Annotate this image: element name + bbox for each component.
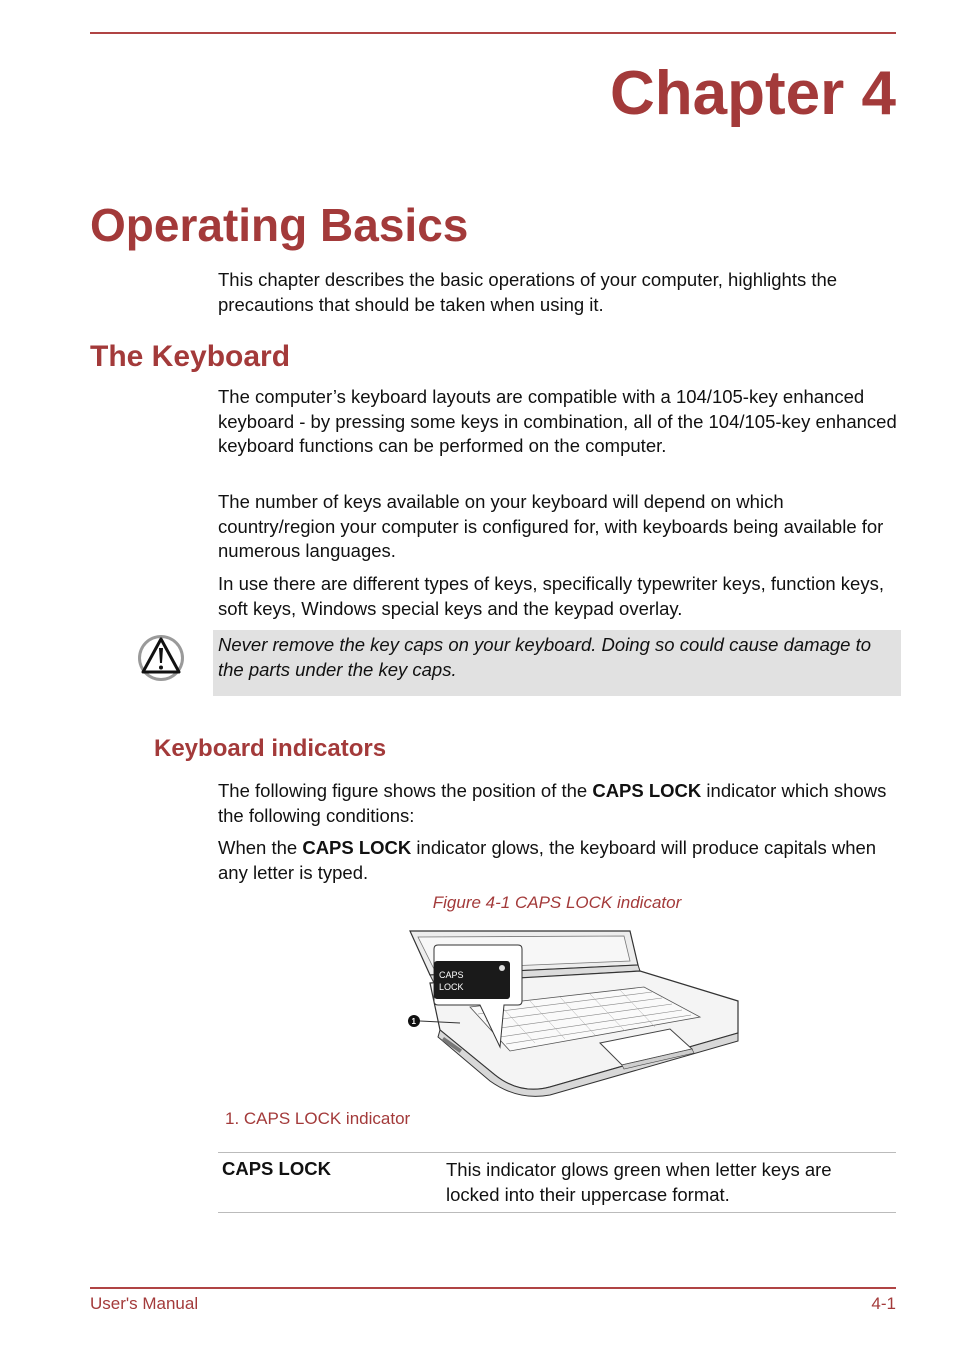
- footer-page-number: 4-1: [871, 1294, 896, 1313]
- chapter-number: Chapter 4: [610, 59, 896, 128]
- table-bottom-border: [218, 1212, 896, 1213]
- figure-caption: Figure 4-1 CAPS LOCK indicator: [432, 893, 682, 912]
- keyboard-paragraph-1: The computer’s keyboard layouts are compatible with a 104/105-key enhanced keyboard - by pressing some keys in combination, all of the 104/105-key enhanced keyboard functions can be performed on the computer.: [218, 386, 897, 456]
- intro-paragraph: This chapter describes the basic operations of your computer, highlights the precautions that should be taken when using it.: [218, 269, 838, 315]
- table-key-cell: CAPS LOCK: [222, 1158, 331, 1179]
- keyboard-paragraph-2: The number of keys available on your keyboard will depend on which country/region your computer is configured for, with keyboards being available for numerous languages.: [218, 491, 884, 561]
- indicators-paragraph-2: When the CAPS LOCK indicator glows, the keyboard will produce capitals when any letter is typed.: [218, 837, 877, 883]
- callout-number: 1: [411, 1017, 416, 1026]
- footer-manual-title: User's Manual: [90, 1294, 199, 1313]
- figure-legend: 1. CAPS LOCK indicator: [225, 1109, 411, 1128]
- caution-text: Never remove the key caps on your keyboard. Doing so could cause damage to the parts under the key caps.: [218, 634, 872, 680]
- table-top-border: [218, 1152, 896, 1153]
- table-value-cell: This indicator glows green when letter keys are locked into their uppercase format.: [446, 1159, 832, 1205]
- footer-rule: [90, 1287, 896, 1289]
- laptop-illustration: [400, 925, 740, 1100]
- subsection-heading-indicators: Keyboard indicators: [154, 735, 387, 762]
- top-rule: [90, 32, 896, 34]
- keyboard-paragraph-3: In use there are different types of keys, specifically typewriter keys, function keys, soft keys, Windows special keys and the keypad overlay.: [218, 573, 884, 619]
- callout-label-lock: LOCK: [439, 982, 464, 992]
- page-title: Operating Basics: [90, 199, 469, 251]
- callout-label-caps: CAPS: [439, 970, 464, 980]
- indicators-paragraph-1: The following figure shows the position of the CAPS LOCK indicator which shows the following conditions:: [218, 780, 887, 826]
- warning-icon: [136, 632, 186, 684]
- section-heading-keyboard: The Keyboard: [90, 340, 291, 373]
